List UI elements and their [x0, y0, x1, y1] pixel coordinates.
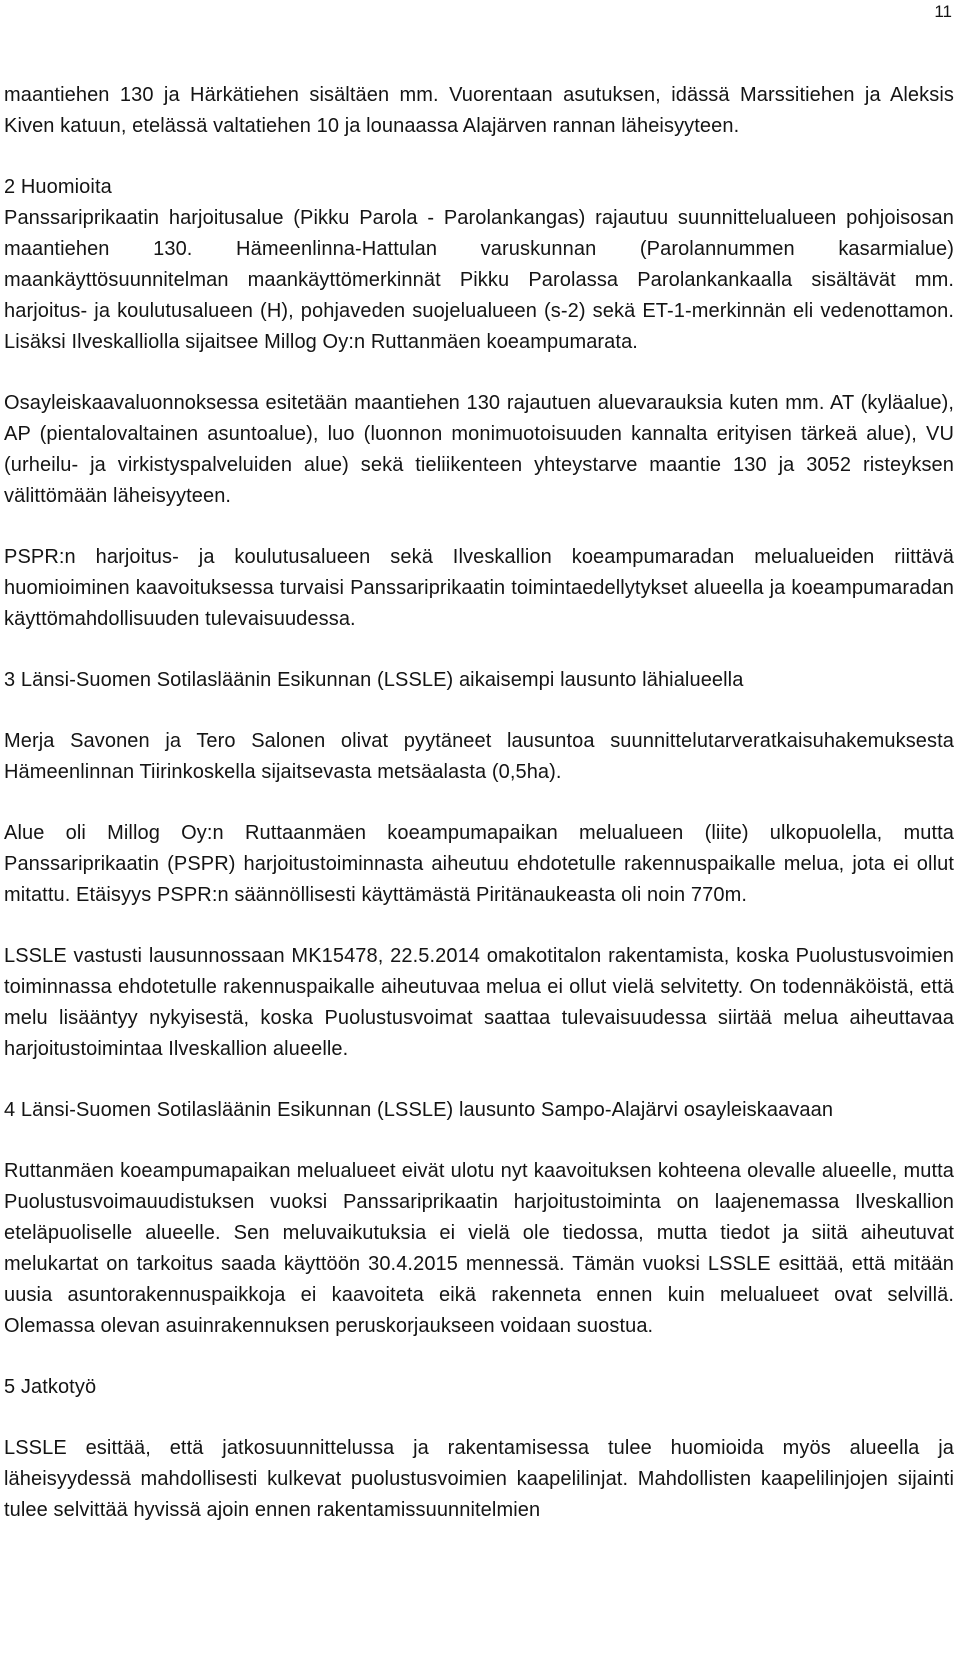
heading-lausunto-osayleiskaava: 4 Länsi-Suomen Sotilasläänin Esikunnan (LSSLE) lausunto Sampo-Alajärvi osayleiskaavaan [4, 1099, 834, 1121]
paragraph-melualue-ulkopuolella: Alue oli Millog Oy:n Ruttaanmäen koeampumapaikan melualueen (liite) ulkopuolella, mutta Panssariprikaatin (PSPR) harjoitustoiminnasta aiheutuu ehdotetulle rakennuspaikalle melua, jota ei ollut mitattu. Etäisyys PSPR:n säännöllisesti käyttämästä Piritänaukeasta oli noin 770m. [4, 822, 954, 906]
paragraph-ruttanmaki-melualueet: Ruttanmäen koeampumapaikan melualueet eivät ulotu nyt kaavoituksen kohteena olevalle alueelle, mutta Puolustusvoimauudistuksen vuoksi Panssariprikaatin harjoitustoiminta on laajenemassa Ilveskallion eteläpuoliselle alueelle. Sen meluvaikutuksia ei vielä ole tiedossa, mutta tiedot ja siitä aiheutuvat melukartat on tarkoitus saada käyttöön 30.4.2015 mennessä. Tämän vuoksi LSSLE esittää, että mitään uusia asuntorakennuspaikkoja ei kaavoiteta eikä rakenneta ennen kuin melualueet ovat selvillä. Olemassa olevan asuinrakennuksen peruskorjaukseen voidaan suostua. [4, 1160, 954, 1337]
paragraph-osayleiskaavaluonnos: Osayleiskaavaluonnoksessa esitetään maantiehen 130 rajautuen aluevarauksia kuten mm. AT (kyläalue), AP (pientalovaltainen asuntoalue), luo (luonnon monimuotoisuuden kannalta erityisen tärkeä alue), VU (urheilu- ja virkistyspalveluiden alue) sekä tieliikenteen yhteystarve maantie 130 ja 3052 risteyksen välittömään läheisyyteen. [4, 392, 954, 507]
paragraph-kaapelilinjat: LSSLE esittää, että jatkosuunnittelussa ja rakentamisessa tulee huomioida myös alueella ja läheisyydessä mahdollisesti kulkevat puolustusvoimien kaapelilinjat. Mahdollisten kaapelilinjojen sijainti tulee selvittää hyvissä ajoin ennen rakentamissuunnitelmien [4, 1437, 954, 1521]
paragraph-pspr-melualueet: PSPR:n harjoitus- ja koulutusalueen sekä Ilveskallion koeampumaradan melualueiden riittävä huomioiminen kaavoituksessa turvaisi Panssariprikaatin toimintaedellytykset alueella ja koeampumaradan käyttömahdollisuuden tulevaisuudessa. [4, 546, 954, 630]
page-number: 11 [934, 2, 952, 21]
paragraph-intro-continued: maantiehen 130 ja Härkätiehen sisältäen mm. Vuorentaan asutuksen, idässä Marssitiehen ja Aleksis Kiven katuun, etelässä valtatiehen 10 ja lounaassa Alajärven rannan läheisyyteen. [4, 84, 954, 137]
paragraph-lausuntopyynto: Merja Savonen ja Tero Salonen olivat pyytäneet lausuntoa suunnittelutarveratkaisuhakemuksesta Hämeenlinnan Tiirinkoskella sijaitsevasta metsäalasta (0,5ha). [4, 730, 954, 783]
heading-jatkotyo: 5 Jatkotyö [4, 1376, 97, 1398]
paragraph-lssle-vastusti: LSSLE vastusti lausunnossaan MK15478, 22.5.2014 omakotitalon rakentamista, koska Puolustusvoimien toiminnassa ehdotetulle rakennuspaikalle aiheutuvaa melua ei ollut vielä selvitetty. On todennäköistä, että melu lisääntyy nykyisestä, koska Puolustusvoimat saattaa tulevaisuudessa siirtää melua aiheuttavaa harjoitustoimintaa Ilveskallion alueelle. [4, 945, 954, 1060]
document-body [4, 80, 954, 1526]
paragraph-panssariprikaati: Panssariprikaatin harjoitusalue (Pikku Parola - Parolankangas) rajautuu suunnittelualueen pohjoisosan maantiehen 130. Hämeenlinna-Hattulan varuskunnan (Parolannummen kasarmialue) maankäyttösuunnitelman maankäyttömerkinnät Pikku Parolassa Parolankankaalla sisältävät mm. harjoitus- ja koulutusalueen (H), pohjaveden suojelualueen (s-2) sekä ET-1-merkinnän eli vedenottamon. Lisäksi Ilveskalliolla sijaitsee Millog Oy:n Ruttanmäen koeampumarata. [4, 207, 954, 353]
heading-huomioita: 2 Huomioita [4, 176, 112, 198]
heading-aikaisempi-lausunto: 3 Länsi-Suomen Sotilasläänin Esikunnan (LSSLE) aikaisempi lausunto lähialueella [4, 669, 744, 691]
